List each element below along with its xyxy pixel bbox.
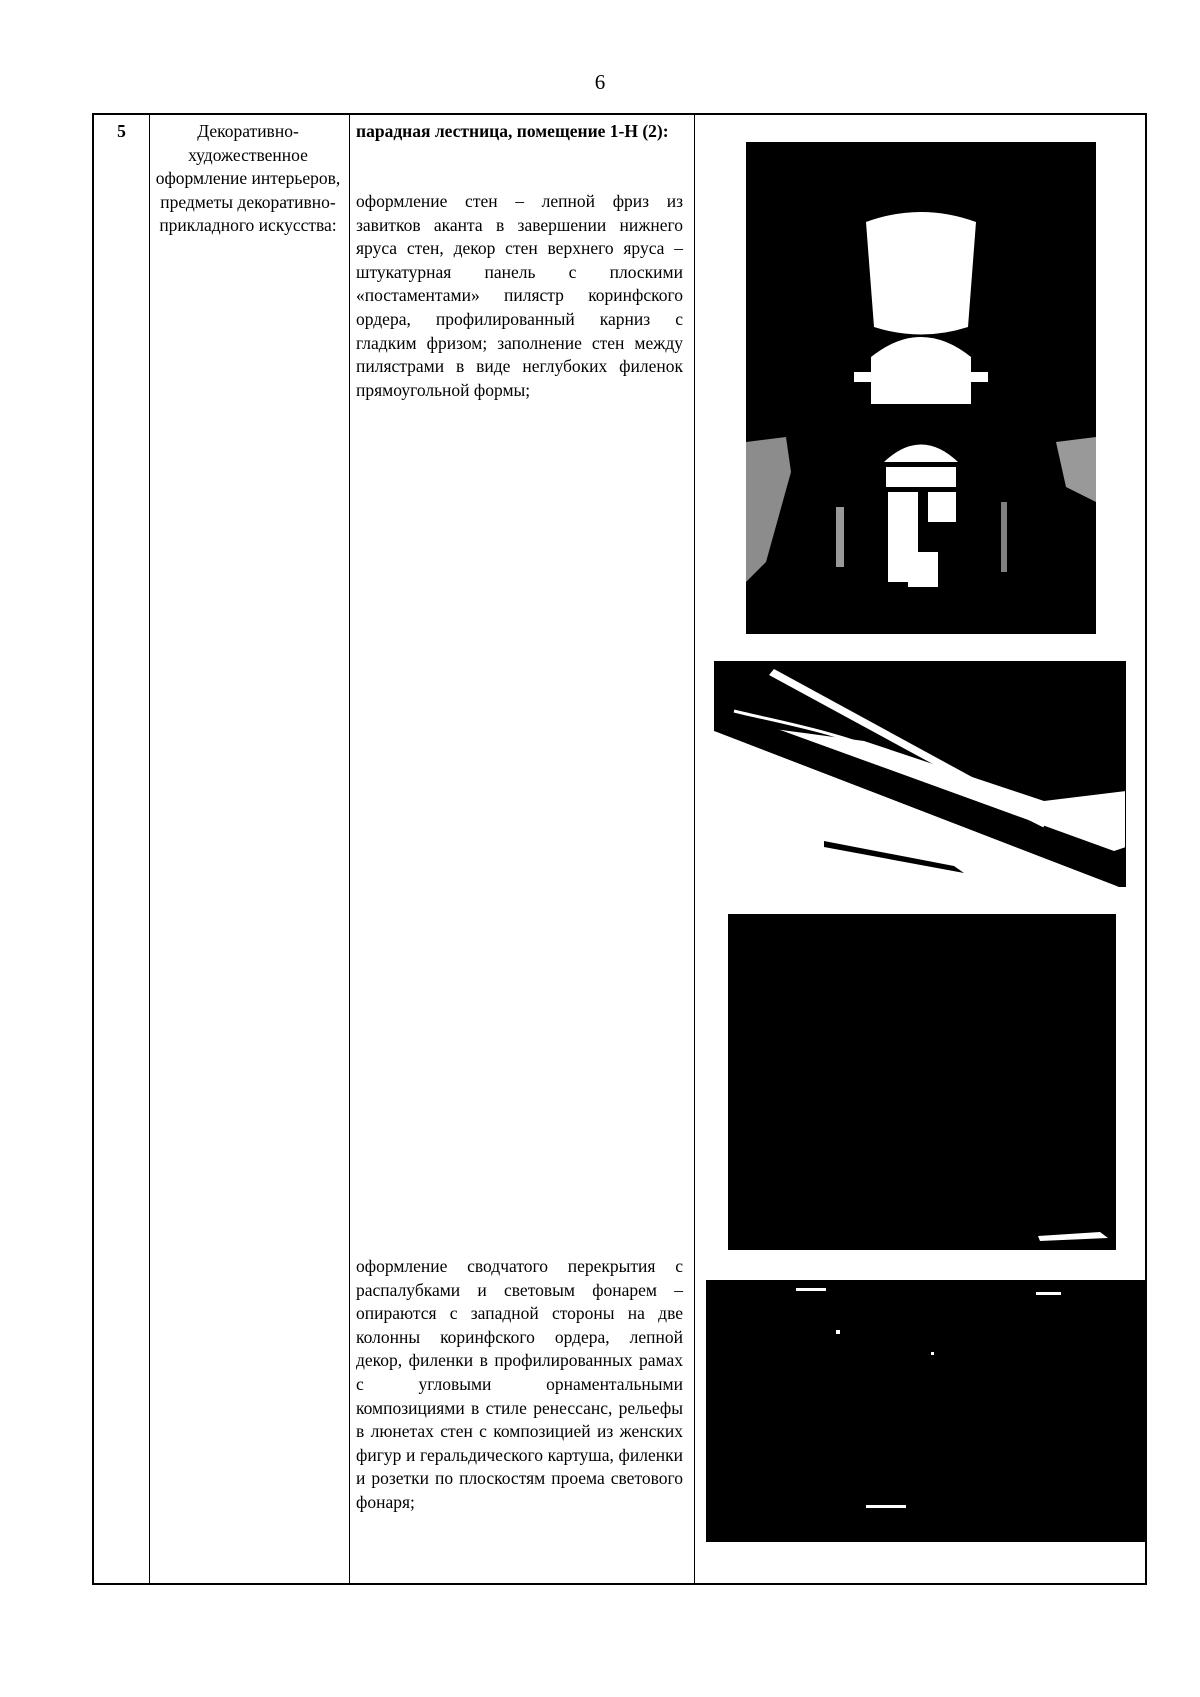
column-divider [149,115,150,1583]
row-number: 5 [117,121,126,141]
photo-cornice [714,661,1126,887]
row-description-vault: оформление сводчатого перекрытия с распалубками и световым фонарем – опираются с западной стороны на две колонны коринфского ордера, лепной декор, филенки в профилированных рамах с угловыми орнаментальными композициями в стиле ренессанс, рельефы в люнетах стен с композицией из женских фигур и геральдического картуша, филенки и розетки по плоскостям проема светового фонаря; [356,1256,683,1512]
column-divider [349,115,350,1583]
object-table [92,113,1147,1585]
photo-skylight [706,1280,1146,1542]
row-heading: парадная лестница, помещение 1-Н (2): [356,121,669,141]
column-divider [694,115,695,1583]
row-description-walls: оформление стен – лепной фриз из завитков аканта в завершении нижнего яруса стен, декор стен верхнего яруса – штукатурная панель с плоскими «постаментами» пилястр коринфского ордера, профилированный карниз с гладким фризом; заполнение стен между пилястрами в виде неглубоких филенок прямоугольной формы; [356,191,683,400]
photo-vault [728,914,1116,1250]
photo-staircase [746,142,1096,634]
row-category: Декоративно-художественное оформление интерьеров, предметы декоративно-прикладного искусства: [155,121,341,236]
page-number: 6 [594,70,606,94]
